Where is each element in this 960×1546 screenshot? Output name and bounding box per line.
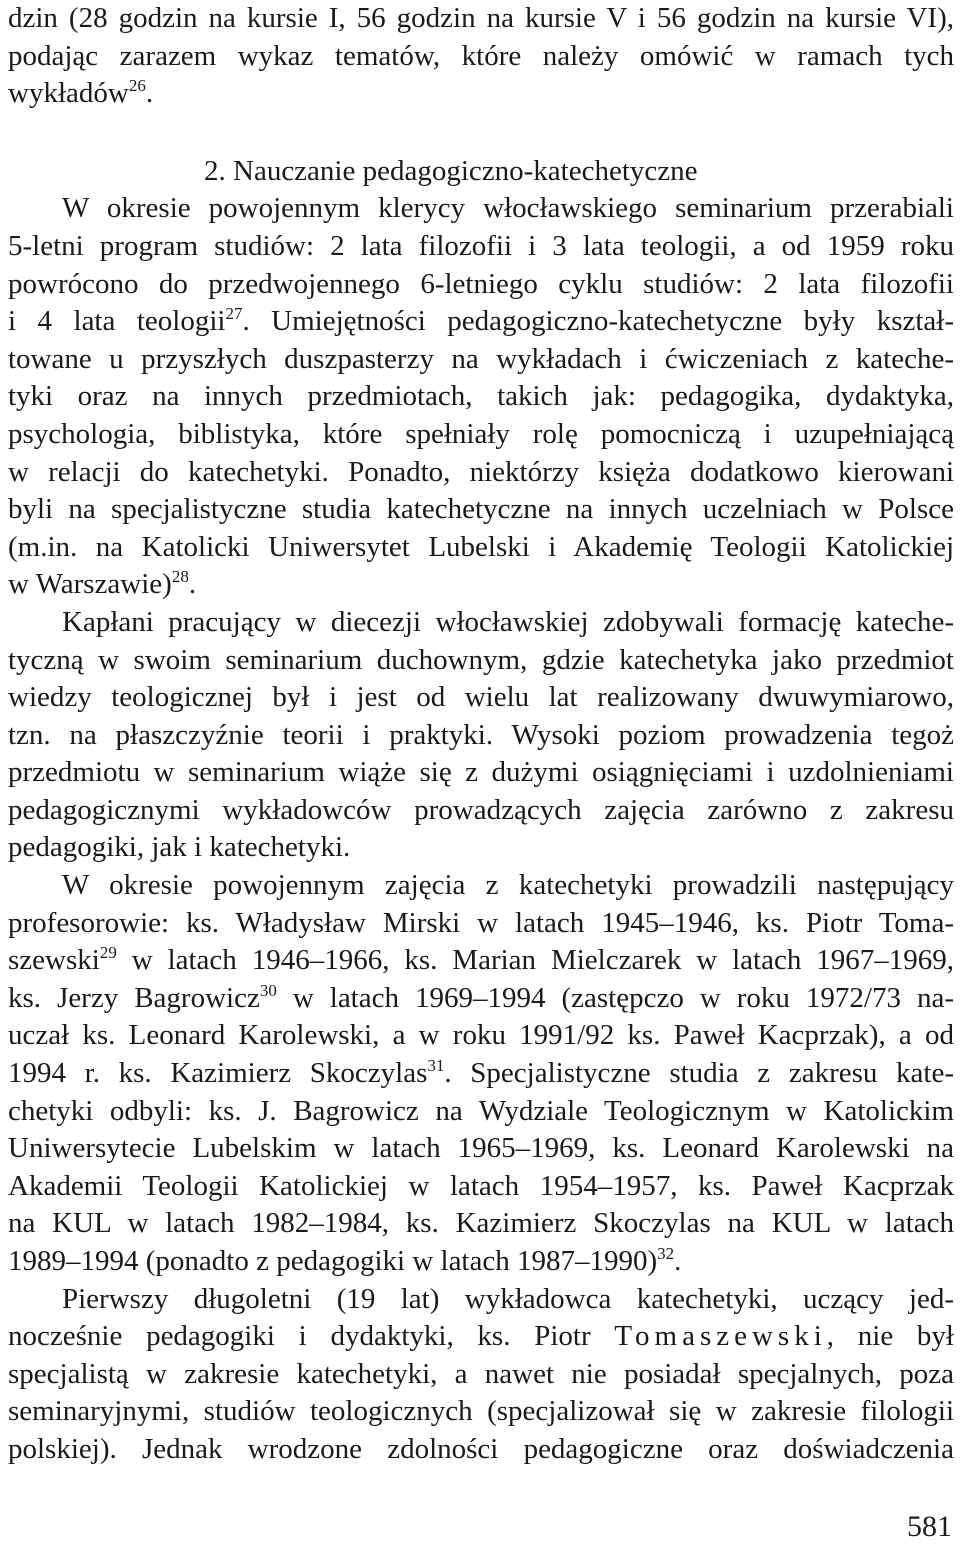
text-line: dzin (28 godzin na kursie I, 56 godzin na kursie V i 56 godzin na kursie VI), (8, 2, 954, 34)
text-line: wiedzy teologicznej był i jest od wielu lat realizowany dwuwymiarowo, (8, 681, 954, 714)
text-line: tyki oraz na innych przedmiotach, takich jak: pedagogika, dydaktyka, (8, 380, 954, 413)
text-line: profesorowie: ks. Władysław Mirski w latach 1945–1946, ks. Piotr Toma- (8, 906, 954, 939)
text-line: 5-letni program studiów: 2 lata filozofii i 3 lata teologii, a od 1959 roku (8, 229, 954, 262)
text-line: ks. Jerzy Bagrowicz$^{30}$ w latach 1969–1994 (zastępczo w roku 1972/73 na- (8, 980, 954, 1014)
text-line: Kapłani pracujący w diecezji włocławskiej zdobywali formację kateche- (62, 605, 954, 638)
text-line: szewski$^{29}$ w latach 1946–1966, ks. Marian Mielczarek w latach 1967–1969, (8, 943, 954, 977)
section-heading (8, 153, 954, 191)
text-line: tyczną w swoim seminarium duchownym, gdzie katechetyka jako przedmiot (8, 643, 954, 676)
text-line: uczał ks. Leonard Karolewski, a w roku 1991/92 ks. Paweł Kacprzak), a od (8, 1019, 954, 1052)
text-line: Akademii Teologii Katolickiej w latach 1954–1957, ks. Paweł Kacprzak (8, 1169, 954, 1202)
text-line: 1994 r. ks. Kazimierz Skoczylas$^{31}$. Specjalistyczne studia z zakresu kate- (8, 1056, 955, 1090)
text-line: towane u przyszłych duszpasterzy na wykładach i ćwiczeniach z kateche- (8, 342, 954, 375)
text-line: podając zarazem wykaz tematów, które należy omówić w ramach tych (8, 39, 954, 72)
text-line: Pierwszy długoletni (19 lat) wykładowca katechetyki, uczący jed- (62, 1282, 954, 1315)
footnote-ref: 27 (225, 304, 243, 324)
text-line: specjalistą w zakresie katechetyki, a nawet nie posiadał specjalnych, poza (8, 1357, 954, 1390)
book-page (8, 0, 954, 1469)
text-line: Uniwersytecie Lubelskim w latach 1965–1969, ks. Leonard Karolewski na (8, 1132, 954, 1165)
text-line: pedagogiki, jak i katechetyki. (8, 831, 351, 864)
text-line: nocześnie pedagogiki i dydaktyki, ks. Piotr Tomaszewski, nie był (8, 1320, 954, 1353)
page-number: 581 (907, 1510, 952, 1543)
text-line: polskiej). Jednak wrodzone zdolności pedagogiczne oraz doświadczenia (8, 1432, 954, 1465)
text-line: W okresie powojennym klerycy włocławskiego seminarium przerabiali (62, 192, 954, 225)
text-line: powrócono do przedwojennego 6-letniego cyklu studiów: 2 lata filozofii (8, 267, 954, 300)
text-line: (m.in. na Katolicki Uniwersytet Lubelski i Akademię Teologii Katolickiej (8, 530, 954, 563)
text-line: na KUL w latach 1982–1984, ks. Kazimierz Skoczylas na KUL w latach (8, 1207, 954, 1240)
text-line: seminaryjnymi, studiów teologicznych (specjalizował się w zakresie filologii (8, 1395, 954, 1428)
footnote-ref: 31 (427, 1056, 445, 1076)
footnote-ref: 30 (259, 980, 277, 1000)
text-line: 1989–1994 (ponadto z pedagogiki w latach 1987–1990)$^{32}$. (8, 1244, 682, 1277)
text-line: w Warszawie)$^{28}$. (8, 567, 197, 601)
spaced-name: Tomaszewski (614, 1320, 827, 1353)
footnote-ref: 32 (657, 1244, 675, 1263)
text-line: i 4 lata teologii$^{27}$. Umiejętności pedagogiczno-katechetyczne były kształ- (8, 304, 955, 338)
text-line: chetyki odbyli: ks. J. Bagrowicz na Wydziale Teologicznym w Katolickim (8, 1094, 954, 1127)
text-line: w relacji do katechetyki. Ponadto, niektórzy księża dodatkowo kierowani (8, 455, 954, 488)
text-line: psychologia, biblistyka, które spełniały rolę pomocniczą i uzupełniającą (8, 417, 954, 450)
footnote-ref: 29 (99, 943, 117, 963)
text-line: wykładów$^{26}$. (8, 76, 154, 110)
text-line: byli na specjalistyczne studia katechetyczne na innych uczelniach w Polsce (8, 493, 954, 526)
text-line: pedagogicznymi wykładowców prowadzących zajęcia zarówno z zakresu (8, 793, 954, 826)
section-number: 2. (204, 154, 226, 187)
text-line: W okresie powojennym zajęcia z katechetyki prowadzili następujący (62, 869, 954, 902)
spacer (8, 113, 954, 153)
text-line: przedmiotu w seminarium wiąże się z dużymi osiągnięciami i uzdolnieniami (8, 756, 954, 789)
footnote-ref: 28 (171, 567, 189, 587)
text-line: tzn. na płaszczyźnie teorii i praktyki. Wysoki poziom prowadzenia tegoż (8, 718, 954, 751)
footnote-ref: 26 (128, 76, 146, 96)
section-title: Nauczanie pedagogiczno-katechetyczne (233, 154, 698, 187)
